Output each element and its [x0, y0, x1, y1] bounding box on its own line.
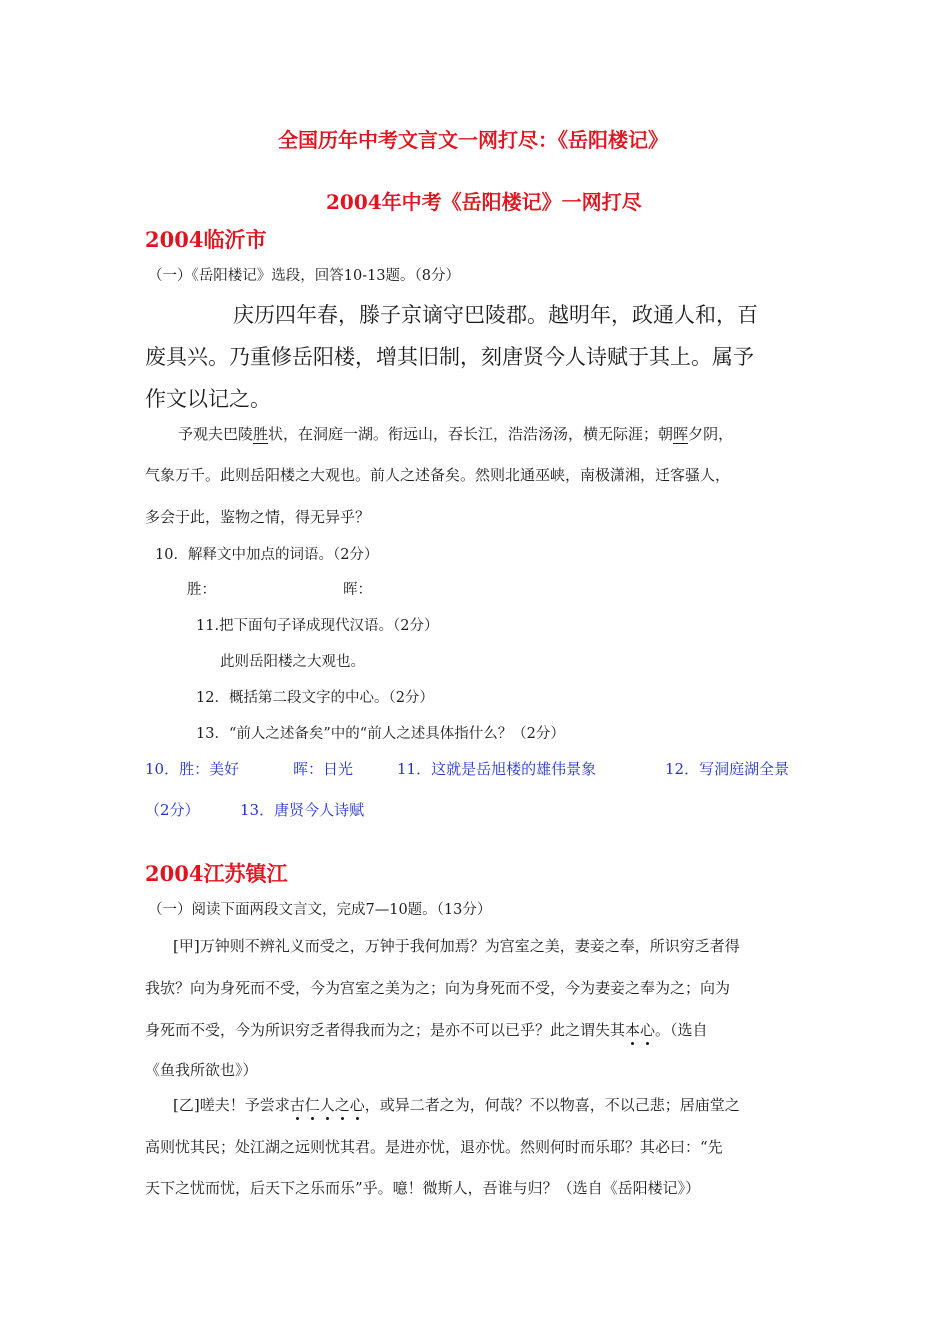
dotted-char: 心	[349, 1096, 365, 1114]
dotted-char: 仁	[304, 1096, 320, 1114]
passage-small-line-2: 气象万千。此则岳阳楼之大观也。前人之述备矣。然则北通巫峡，南极潇湘，迁客骚人，	[145, 466, 731, 484]
dotted-char: 之	[334, 1096, 350, 1114]
underlined-word: 晖	[673, 425, 689, 443]
underlined-word: 胜	[253, 425, 269, 443]
main-title: 全国历年中考文言文一网打尽：《岳阳楼记》	[278, 128, 668, 152]
answer-11: 11．这就是岳旭楼的雄伟景象	[397, 760, 597, 778]
question-11: 11.把下面句子译成现代汉语。（2分）	[196, 618, 439, 634]
section-heading-linyi: 2004临沂市	[145, 227, 267, 252]
answer-13: 13．唐贤今人诗赋	[240, 801, 365, 819]
passage-text: 身死而不受，今为所识穷乏者得我而为之；是亦不可以已乎？此之谓失其	[145, 1021, 626, 1039]
yi-line-2: 高则忧其民；处江湖之远则忧其君。是进亦忧，退亦忧。然则何时而乐耶？其必曰：“先	[145, 1138, 723, 1156]
question-10: 10．解释文中加点的词语。（2分）	[155, 547, 379, 563]
passage-text: [乙]嗟夫！予尝求	[173, 1096, 290, 1114]
yi-line-3: 天下之忧而忧，后天下之乐而乐”乎。噫！微斯人，吾谁与归？（选自《岳阳楼记》）	[145, 1179, 701, 1197]
passage-text: 予观夫巴陵	[178, 425, 254, 443]
passage-big-line-2: 废具兴。乃重修岳阳楼，增其旧制，刻唐贤今人诗赋于其上。属予	[145, 345, 754, 369]
answer-10a: 10．胜：美好	[145, 760, 240, 778]
passage-small-line-3: 多会于此，鉴物之情，得无异乎？	[145, 508, 371, 526]
linyi-intro: （一）《岳阳楼记》选段，回答10-13题。（8分）	[148, 268, 461, 284]
jia-line-2: 我欤？向为身死而不受，今为宫室之美为之；向为身死而不受，今为妻妾之奉为之；向为	[145, 979, 731, 997]
question-10-blank-a: 胜：	[187, 582, 216, 598]
dotted-char: 人	[319, 1096, 335, 1114]
section-heading-zhenjiang: 2004江苏镇江	[145, 861, 288, 886]
question-13: 13．“前人之述备矣”中的“前人之述具体指什么？（2分）	[196, 726, 565, 742]
passage-text: ，或异二者之为，何哉？不以物喜，不以己悲；居庙堂之	[364, 1096, 740, 1114]
jia-line-3	[145, 1019, 708, 1040]
passage-small-line-1	[178, 423, 733, 444]
answer-12-score: （2分）	[145, 801, 200, 819]
passage-text: 状，在洞庭一湖。衔远山，吞长江，浩浩汤汤，横无际涯；朝	[268, 425, 674, 443]
answer-10b: 晖：日光	[293, 760, 354, 778]
jia-line-1: [甲]万钟则不辨礼义而受之，万钟于我何加焉？为宫室之美，妻妾之奉，所识穷乏者得	[173, 937, 740, 955]
dotted-char: 古	[289, 1096, 305, 1114]
question-10-blank-b: 晖：	[343, 582, 372, 598]
question-12: 12．概括第二段文字的中心。（2分）	[196, 690, 434, 706]
answer-12: 12．写洞庭湖全景	[665, 760, 790, 778]
dotted-char: 本	[625, 1021, 641, 1039]
jia-line-4: 《鱼我所欲也》）	[145, 1061, 258, 1079]
question-11-text: 此则岳阳楼之大观也。	[220, 654, 365, 670]
passage-big-line-3: 作文以记之。	[145, 387, 271, 411]
passage-text: 。（选自	[655, 1021, 708, 1039]
passage-text: 夕阴，	[688, 425, 734, 443]
sub-title: 2004年中考《岳阳楼记》一网打尽	[326, 190, 642, 214]
zhenjiang-intro: （一）阅读下面两段文言文，完成7—10题。（13分）	[148, 902, 492, 918]
passage-big-line-1: 庆历四年春，滕子京谪守巴陵郡。越明年，政通人和，百	[233, 303, 758, 327]
yi-line-1	[173, 1094, 740, 1115]
dotted-char: 心	[640, 1021, 656, 1039]
